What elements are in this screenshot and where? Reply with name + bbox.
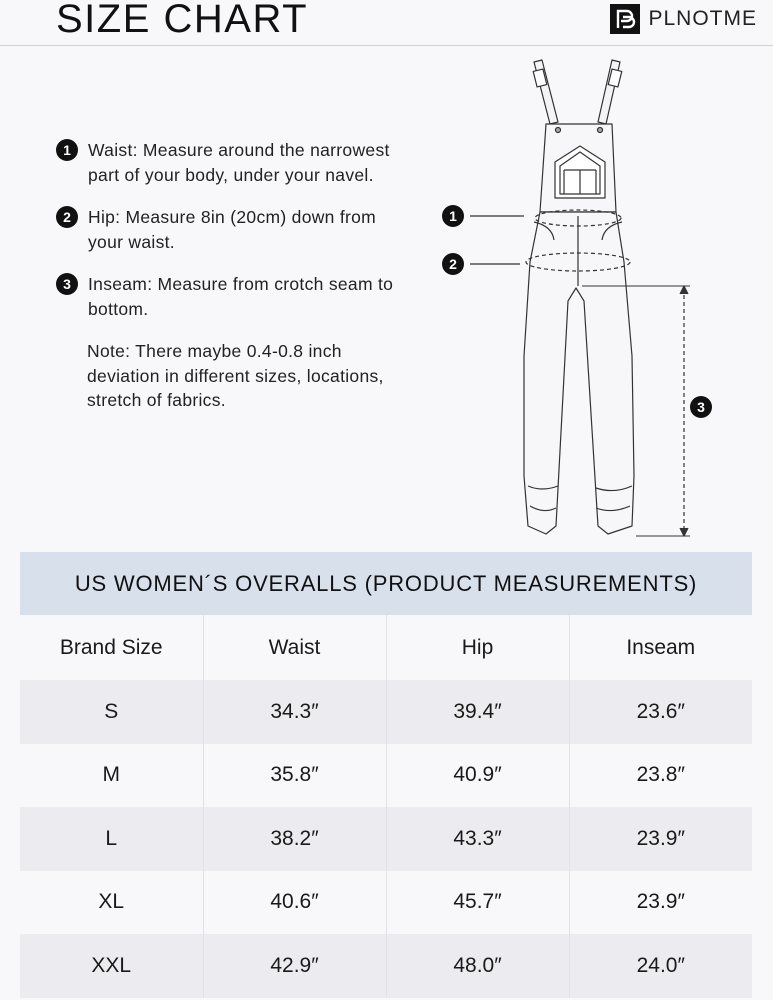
table-cell: 23.6″ [569, 680, 752, 744]
step-number-badge: 1 [56, 139, 78, 161]
column-header: Hip [386, 615, 569, 680]
table-cell: 23.9″ [569, 871, 752, 935]
instruction-hip [56, 205, 396, 254]
table-cell: XL [20, 871, 203, 935]
overalls-illustration [436, 56, 736, 546]
measurement-instructions [56, 138, 396, 413]
table-row [20, 807, 752, 871]
step-number-badge: 2 [56, 206, 78, 228]
page-title: SIZE CHART [56, 0, 309, 41]
table-title: US WOMEN´S OVERALLS (PRODUCT MEASUREMENTS) [20, 552, 752, 615]
page-header [0, 0, 773, 46]
instruction-waist [56, 138, 396, 187]
column-header: Inseam [569, 615, 752, 680]
table-row [20, 744, 752, 808]
instruction-text: Waist: Measure around the narrowest part of your body, under your navel. [88, 140, 390, 185]
column-header: Waist [203, 615, 386, 680]
table-cell: XXL [20, 934, 203, 998]
table-cell: L [20, 807, 203, 871]
table-cell: 45.7″ [386, 871, 569, 935]
table-cell: M [20, 744, 203, 808]
size-table [20, 615, 752, 998]
waist-marker: 1 [442, 205, 464, 227]
inseam-marker: 3 [690, 396, 712, 418]
step-number-badge: 3 [56, 273, 78, 295]
brand-logo-icon [610, 4, 640, 34]
table-cell: 40.6″ [203, 871, 386, 935]
instruction-text: Hip: Measure 8in (20cm) down from your waist. [88, 207, 377, 252]
table-cell: 23.9″ [569, 807, 752, 871]
table-row [20, 871, 752, 935]
instruction-inseam [56, 272, 396, 321]
table-row [20, 934, 752, 998]
column-header: Brand Size [20, 615, 203, 680]
table-cell: 35.8″ [203, 744, 386, 808]
deviation-note: Note: There maybe 0.4-0.8 inch deviation in different sizes, locations, stretch of fabrics. [87, 341, 384, 410]
table-cell: 39.4″ [386, 680, 569, 744]
table-cell: 42.9″ [203, 934, 386, 998]
table-cell: 23.8″ [569, 744, 752, 808]
brand-name: PLNOTME [648, 7, 757, 30]
hip-marker: 2 [442, 253, 464, 275]
brand [610, 4, 757, 34]
table-cell: 24.0″ [569, 934, 752, 998]
table-cell: S [20, 680, 203, 744]
table-row [20, 680, 752, 744]
table-cell: 40.9″ [386, 744, 569, 808]
instruction-text: Inseam: Measure from crotch seam to bottom. [88, 274, 394, 319]
table-cell: 48.0″ [386, 934, 569, 998]
table-header-row [20, 615, 752, 680]
table-cell: 38.2″ [203, 807, 386, 871]
table-cell: 34.3″ [203, 680, 386, 744]
size-table-section [20, 552, 752, 998]
overalls-figure [436, 56, 736, 546]
table-cell: 43.3″ [386, 807, 569, 871]
